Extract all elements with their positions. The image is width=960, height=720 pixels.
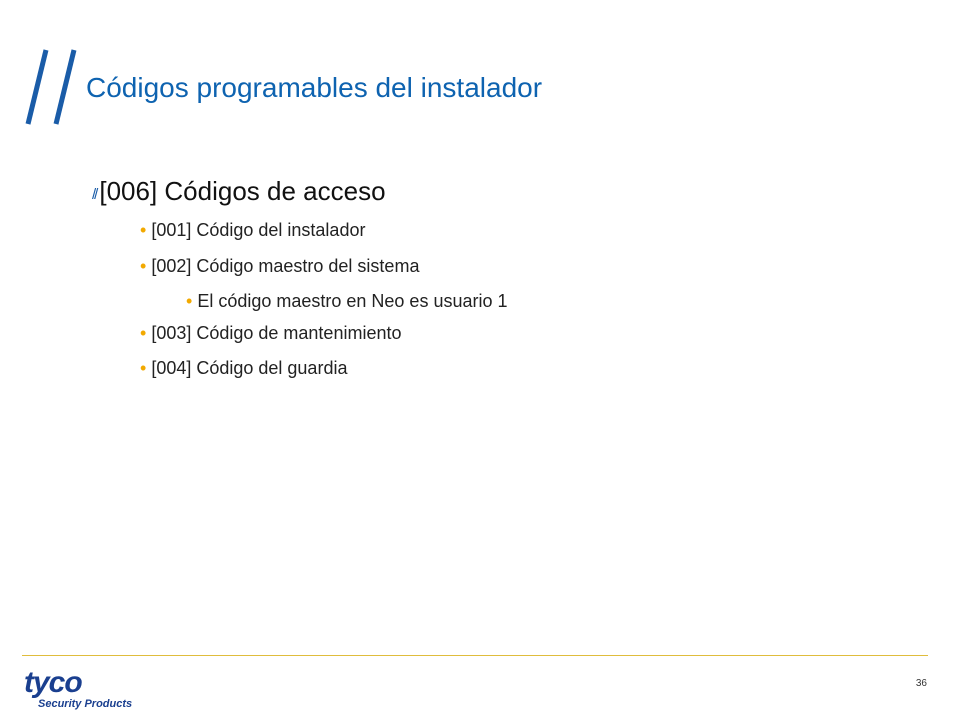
bullet-item xyxy=(140,323,401,344)
logo-wordmark: tyco xyxy=(24,666,82,699)
bullet-dot-icon: • xyxy=(140,358,147,378)
bullet-text: [002] Código maestro del sistema xyxy=(151,256,420,276)
bullet-dot-icon: • xyxy=(140,256,147,276)
sub-bullet-item xyxy=(186,291,508,312)
section-double-slash-icon: // xyxy=(92,186,97,203)
bullet-item xyxy=(140,358,347,379)
bullet-item xyxy=(140,220,365,241)
page-number: 36 xyxy=(915,678,927,689)
section-heading xyxy=(92,176,386,207)
bullet-text: El código maestro en Neo es usuario 1 xyxy=(197,291,508,311)
bullet-dot-icon: • xyxy=(140,323,147,343)
section-heading-text: [006] Códigos de acceso xyxy=(99,176,386,206)
tyco-logo xyxy=(22,664,172,712)
slide-title: Códigos programables del instalador xyxy=(86,72,543,103)
bullet-dot-icon: • xyxy=(140,220,147,240)
bullet-dot-icon: • xyxy=(186,291,193,311)
bullet-item xyxy=(140,256,419,277)
title-double-slash-icon xyxy=(22,46,84,128)
footer-divider xyxy=(22,655,928,656)
bullet-text: [004] Código del guardia xyxy=(151,358,348,378)
logo-tagline: Security Products xyxy=(38,698,133,710)
bullet-text: [001] Código del instalador xyxy=(151,220,366,240)
bullet-text: [003] Código de mantenimiento xyxy=(151,323,402,343)
